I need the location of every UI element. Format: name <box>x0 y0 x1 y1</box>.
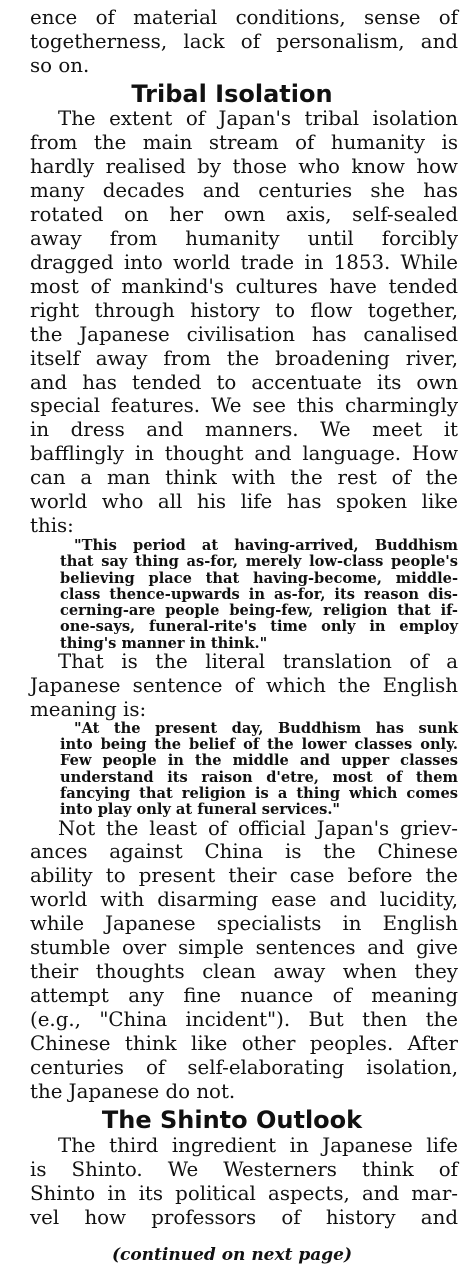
text-line: special features. We see this charmingly <box>30 394 458 418</box>
text-line: from the main stream of humanity is <box>30 131 458 155</box>
text-line: centuries of self-elaborating isolation, <box>30 1055 458 1079</box>
section-heading-tribal-isolation: Tribal Isolation <box>131 79 333 108</box>
text-line: ances against China is the Chinese <box>30 840 458 864</box>
quote-line: one-says, funeral-rite's time only in employ <box>60 618 458 636</box>
text-line: their thoughts clean away when they <box>30 960 458 984</box>
text-line: meaning is: <box>30 697 147 721</box>
quote-line: understand its raison d'etre, most of them <box>60 768 458 786</box>
section-heading-shinto-outlook: The Shinto Outlook <box>101 1105 363 1134</box>
text-line: hardly realised by those who know how <box>30 155 458 179</box>
text-line: while Japanese specialists in English <box>30 912 458 936</box>
text-line: the Japanese do not. <box>30 1079 236 1103</box>
text-line: so on. <box>30 53 90 77</box>
text-line: most of mankind's cultures have tended <box>30 274 458 298</box>
text-line: the Japanese civilisation has canalised <box>30 322 458 346</box>
quote-line: "At the present day, Buddhism has sunk <box>74 719 458 737</box>
text-line: Not the least of official Japan's griev- <box>58 816 458 840</box>
text-line: world with disarming ease and lucidity, <box>30 888 458 912</box>
text-line: can a man think with the rest of the <box>30 466 458 490</box>
quote-line: into play only at funeral services." <box>60 801 341 819</box>
text-line: vel how professors of history and <box>30 1206 458 1230</box>
continued-footer: (continued on next page) <box>111 1245 353 1265</box>
text-line: this: <box>30 514 74 537</box>
text-line: many decades and centuries she has <box>30 179 458 202</box>
quote-line: into being the belief of the lower classes only. <box>60 736 458 753</box>
text-line: and has tended to accentuate its own <box>30 370 458 394</box>
text-line: right through history to flow together, <box>30 298 458 322</box>
quote-line: that say thing as-for, merely low-class people's <box>60 553 458 571</box>
text-line: itself away from the broadening river, <box>30 346 458 370</box>
text-line: dragged into world trade in 1853. While <box>30 250 458 274</box>
text-line: Japanese sentence of which the English <box>30 673 458 697</box>
text-line: The extent of Japan's tribal isolation <box>58 107 458 131</box>
text-line: That is the literal translation of a <box>58 650 458 673</box>
text-line: stumble over simple sentences and give <box>30 936 458 960</box>
quote-line: fancying that religion is a thing which comes <box>60 784 458 802</box>
quote-line: "This period at having-arrived, Buddhism <box>74 536 458 554</box>
text-line: is Shinto. We Westerners think of <box>30 1158 458 1182</box>
text-line: Chinese think like other peoples. After <box>30 1031 458 1055</box>
text-line: world who all his life has spoken like <box>30 490 458 514</box>
text-line: attempt any fine nuance of meaning <box>30 984 458 1007</box>
text-line: rotated on her own axis, self-sealed <box>30 203 458 226</box>
text-line: ability to present their case before the <box>30 864 458 888</box>
quote-line: cerning-are people being-few, religion that if- <box>60 602 458 619</box>
text-line: away from humanity until forcibly <box>30 226 458 250</box>
text-line: Shinto in its political aspects, and mar- <box>30 1182 458 1206</box>
text-line: bafflingly in thought and language. How <box>30 442 458 466</box>
text-line: togetherness, lack of personalism, and <box>30 29 458 53</box>
quote-line: believing place that having-become, middle- <box>60 569 458 587</box>
text-line: ence of material conditions, sense of <box>30 5 458 29</box>
quote-line: thing's manner in think." <box>60 634 268 652</box>
quote-line: class thence-upwards in as-for, its reason dis- <box>60 585 458 603</box>
text-line: in dress and manners. We meet it <box>30 418 458 442</box>
text-line: The third ingredient in Japanese life <box>58 1134 458 1158</box>
text-line: (e.g., "China incident"). But then the <box>30 1007 458 1031</box>
quote-line: Few people in the middle and upper classes <box>60 752 458 770</box>
